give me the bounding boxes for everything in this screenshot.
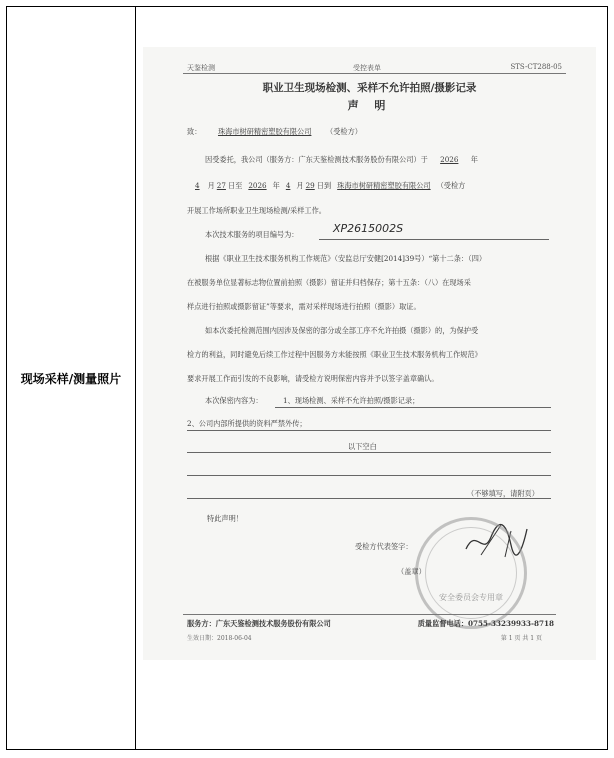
project-number: XP2615002S (333, 222, 404, 235)
end-month: 4 (285, 181, 291, 190)
header-form-code: STS-CT288-05 (510, 63, 562, 71)
addressee-company: 珠海市树研精密塑胶有限公司 (217, 127, 312, 136)
client-company: 珠海市树研精密塑胶有限公司 (337, 181, 431, 190)
secret-rule-3 (187, 452, 551, 453)
header-company: 天鉴检测 (187, 64, 215, 72)
footer-hotline: 质量监督电话：0755-33239933-8718 (417, 619, 554, 628)
para2-line2: 在被服务单位显著标志物位置前拍照（摄影）留证并归档保存；第十五条：（八）在现场采 (187, 278, 471, 287)
start-month: 4 (195, 181, 200, 190)
document-subtitle: 声 明 (347, 99, 392, 112)
para1-text: 因受委托，我公司（服务方：广东天鉴检测技术服务股份有限公司）于 (205, 155, 428, 164)
para2-line1: 根据《职业卫生技术服务机构工作规范》（安监总厅安健[2014]39号）“第十二条：（四） (205, 254, 487, 263)
addressee-prefix: 致： (187, 127, 202, 136)
start-year: 2026 (440, 155, 459, 164)
start-day: 27 (216, 181, 226, 190)
secret-item-2: 2、公司内部所提供的资料严禁外传； (187, 419, 307, 428)
para3-line1: 如本次委托检测范围内因涉及保密的部分或全部工序不允许拍摄（摄影）的，为保护受 (205, 326, 479, 335)
declaration-document (143, 47, 596, 660)
secret-item-1: 1、现场检测、采样不允许拍照/摄影记录； (283, 396, 420, 405)
special-statement: 特此声明！ (207, 514, 243, 523)
label-cell (7, 7, 135, 749)
client-suffix: （受检方 (436, 181, 466, 190)
seal-label: （盖章） (397, 567, 426, 576)
footer-rule (183, 614, 556, 615)
effective-date: 生效日期：2018-06-04 (187, 635, 252, 642)
addressee-line (187, 127, 362, 137)
document-title: 职业卫生现场检测、采样不允许拍照/摄影记录 (262, 82, 477, 94)
seal-inner-ring (425, 527, 517, 619)
secret-label: 本次保密内容为： (205, 396, 263, 405)
secret-rule-2 (187, 430, 551, 431)
secret-rule-4 (187, 475, 551, 476)
blank-note: 以下空白 (348, 442, 377, 451)
year-unit: 年 (470, 155, 478, 164)
page-info: 第 1 页 共 1 页 (500, 635, 542, 642)
secret-rule-1 (275, 407, 551, 408)
header-form-type: 受控表单 (353, 64, 381, 72)
declaration-photo (143, 47, 596, 660)
project-underline (319, 239, 549, 240)
para1-line3: 开展工作场所职业卫生现场检测/采样工作。 (187, 206, 326, 215)
project-line (205, 230, 298, 240)
para3-line2: 检方的利益，同时避免后续工作过程中因服务方未能按照《职业卫生技术服务机构工作规范》 (187, 350, 482, 359)
para3-line3: 要求开展工作而引发的不良影响，请受检方说明保密内容并予以签字盖章确认。 (187, 374, 439, 383)
date-to: 日至 (227, 181, 243, 190)
end-day: 29 (305, 181, 315, 190)
para1-line1 (205, 155, 478, 165)
end-year: 2026 (248, 181, 267, 190)
project-label: 本次技术服务的项目编号为： (205, 230, 299, 239)
column-divider (135, 7, 136, 749)
signature-label: 受检方代表签字： (355, 542, 413, 551)
header-rule (183, 73, 566, 74)
photo-label: 现场采样/测量照片 (20, 371, 122, 386)
company-seal (415, 517, 527, 629)
footer-service-provider: 服务方：广东天鉴检测技术服务股份有限公司 (187, 619, 331, 628)
para1-line2: 4 月 27 日至 2026 年 4 月 29 日到 珠海市树研精密塑胶有限公司 （受检方 (187, 181, 465, 191)
fill-note: （不够填写，请附页） (467, 489, 539, 498)
addressee-suffix: （受检方） (326, 127, 362, 136)
para2-line3: 样点进行拍照或摄影留证”等要求，需对采样现场进行拍照（摄影）取证。 (187, 302, 421, 311)
seal-text: 安全委员会专用章 (439, 593, 503, 602)
